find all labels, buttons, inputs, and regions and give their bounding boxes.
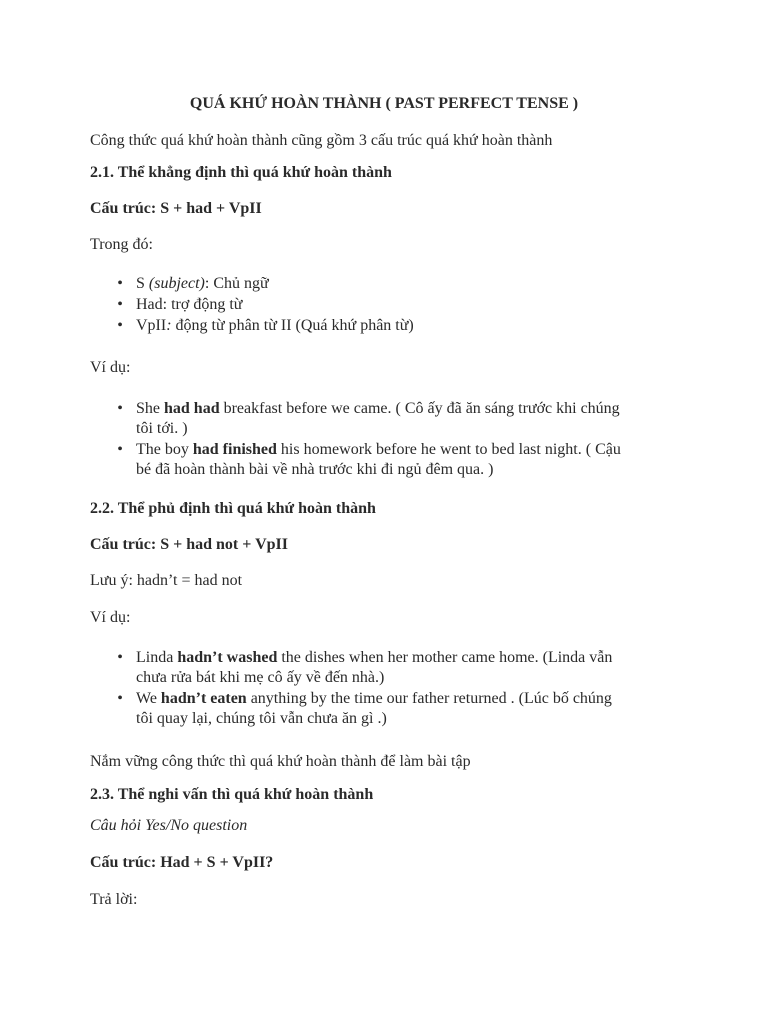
- bullet-icon: •: [117, 690, 123, 707]
- bullet-icon: •: [117, 317, 123, 334]
- bullet-icon: •: [117, 275, 123, 292]
- definition-item: • VpII: động từ phân từ II (Quá khứ phân từ): [136, 316, 696, 336]
- bullet-icon: •: [117, 649, 123, 666]
- example-item: • Linda hadn’t washed the dishes when her mother came home. (Linda vẫn chưa rửa bát khi mẹ cô ấy về đến nhà.): [136, 648, 696, 688]
- example-item: • The boy had finished his homework before he went to bed last night. ( Cậu bé đã hoàn thành bài về nhà trước khi đi ngủ đêm qua. ): [136, 440, 696, 480]
- answer-label: Trả lời:: [90, 891, 138, 908]
- example-item: • We hadn’t eaten anything by the time our father returned . (Lúc bố chúng tôi quay lại, chúng tôi vẫn chưa ăn gì .): [136, 689, 696, 729]
- example-item: • She had had breakfast before we came. ( Cô ấy đã ăn sáng trước khi chúng tôi tới. ): [136, 399, 696, 439]
- example-label: Ví dụ:: [90, 609, 131, 626]
- document-title: QUÁ KHỨ HOÀN THÀNH ( PAST PERFECT TENSE ): [189, 95, 579, 112]
- tip-paragraph: Nắm vững công thức thì quá khứ hoàn thành để làm bài tập: [90, 753, 471, 770]
- structure-interrogative: Cấu trúc: Had + S + VpII?: [90, 854, 274, 871]
- subtitle-yes-no: Câu hỏi Yes/No question: [90, 817, 248, 834]
- bullet-icon: •: [117, 296, 123, 313]
- structure-negative: Cấu trúc: S + had not + VpII: [90, 536, 288, 553]
- definition-item: • S (subject): Chủ ngữ: [136, 274, 696, 294]
- note-paragraph: Lưu ý: hadn’t = had not: [90, 572, 243, 589]
- structure-affirmative: Cấu trúc: S + had + VpII: [90, 200, 262, 217]
- section-heading-affirmative: 2.1. Thể khẳng định thì quá khứ hoàn thành: [90, 164, 392, 181]
- where-label: Trong đó:: [90, 236, 153, 253]
- intro-paragraph: Công thức quá khứ hoàn thành cũng gồm 3 cấu trúc quá khứ hoàn thành: [90, 132, 553, 149]
- bullet-icon: •: [117, 400, 123, 417]
- definition-item: • Had: trợ động từ: [136, 295, 696, 315]
- bullet-icon: •: [117, 441, 123, 458]
- example-label: Ví dụ:: [90, 359, 131, 376]
- section-heading-negative: 2.2. Thể phủ định thì quá khứ hoàn thành: [90, 500, 376, 517]
- section-heading-interrogative: 2.3. Thể nghi vấn thì quá khứ hoàn thành: [90, 786, 374, 803]
